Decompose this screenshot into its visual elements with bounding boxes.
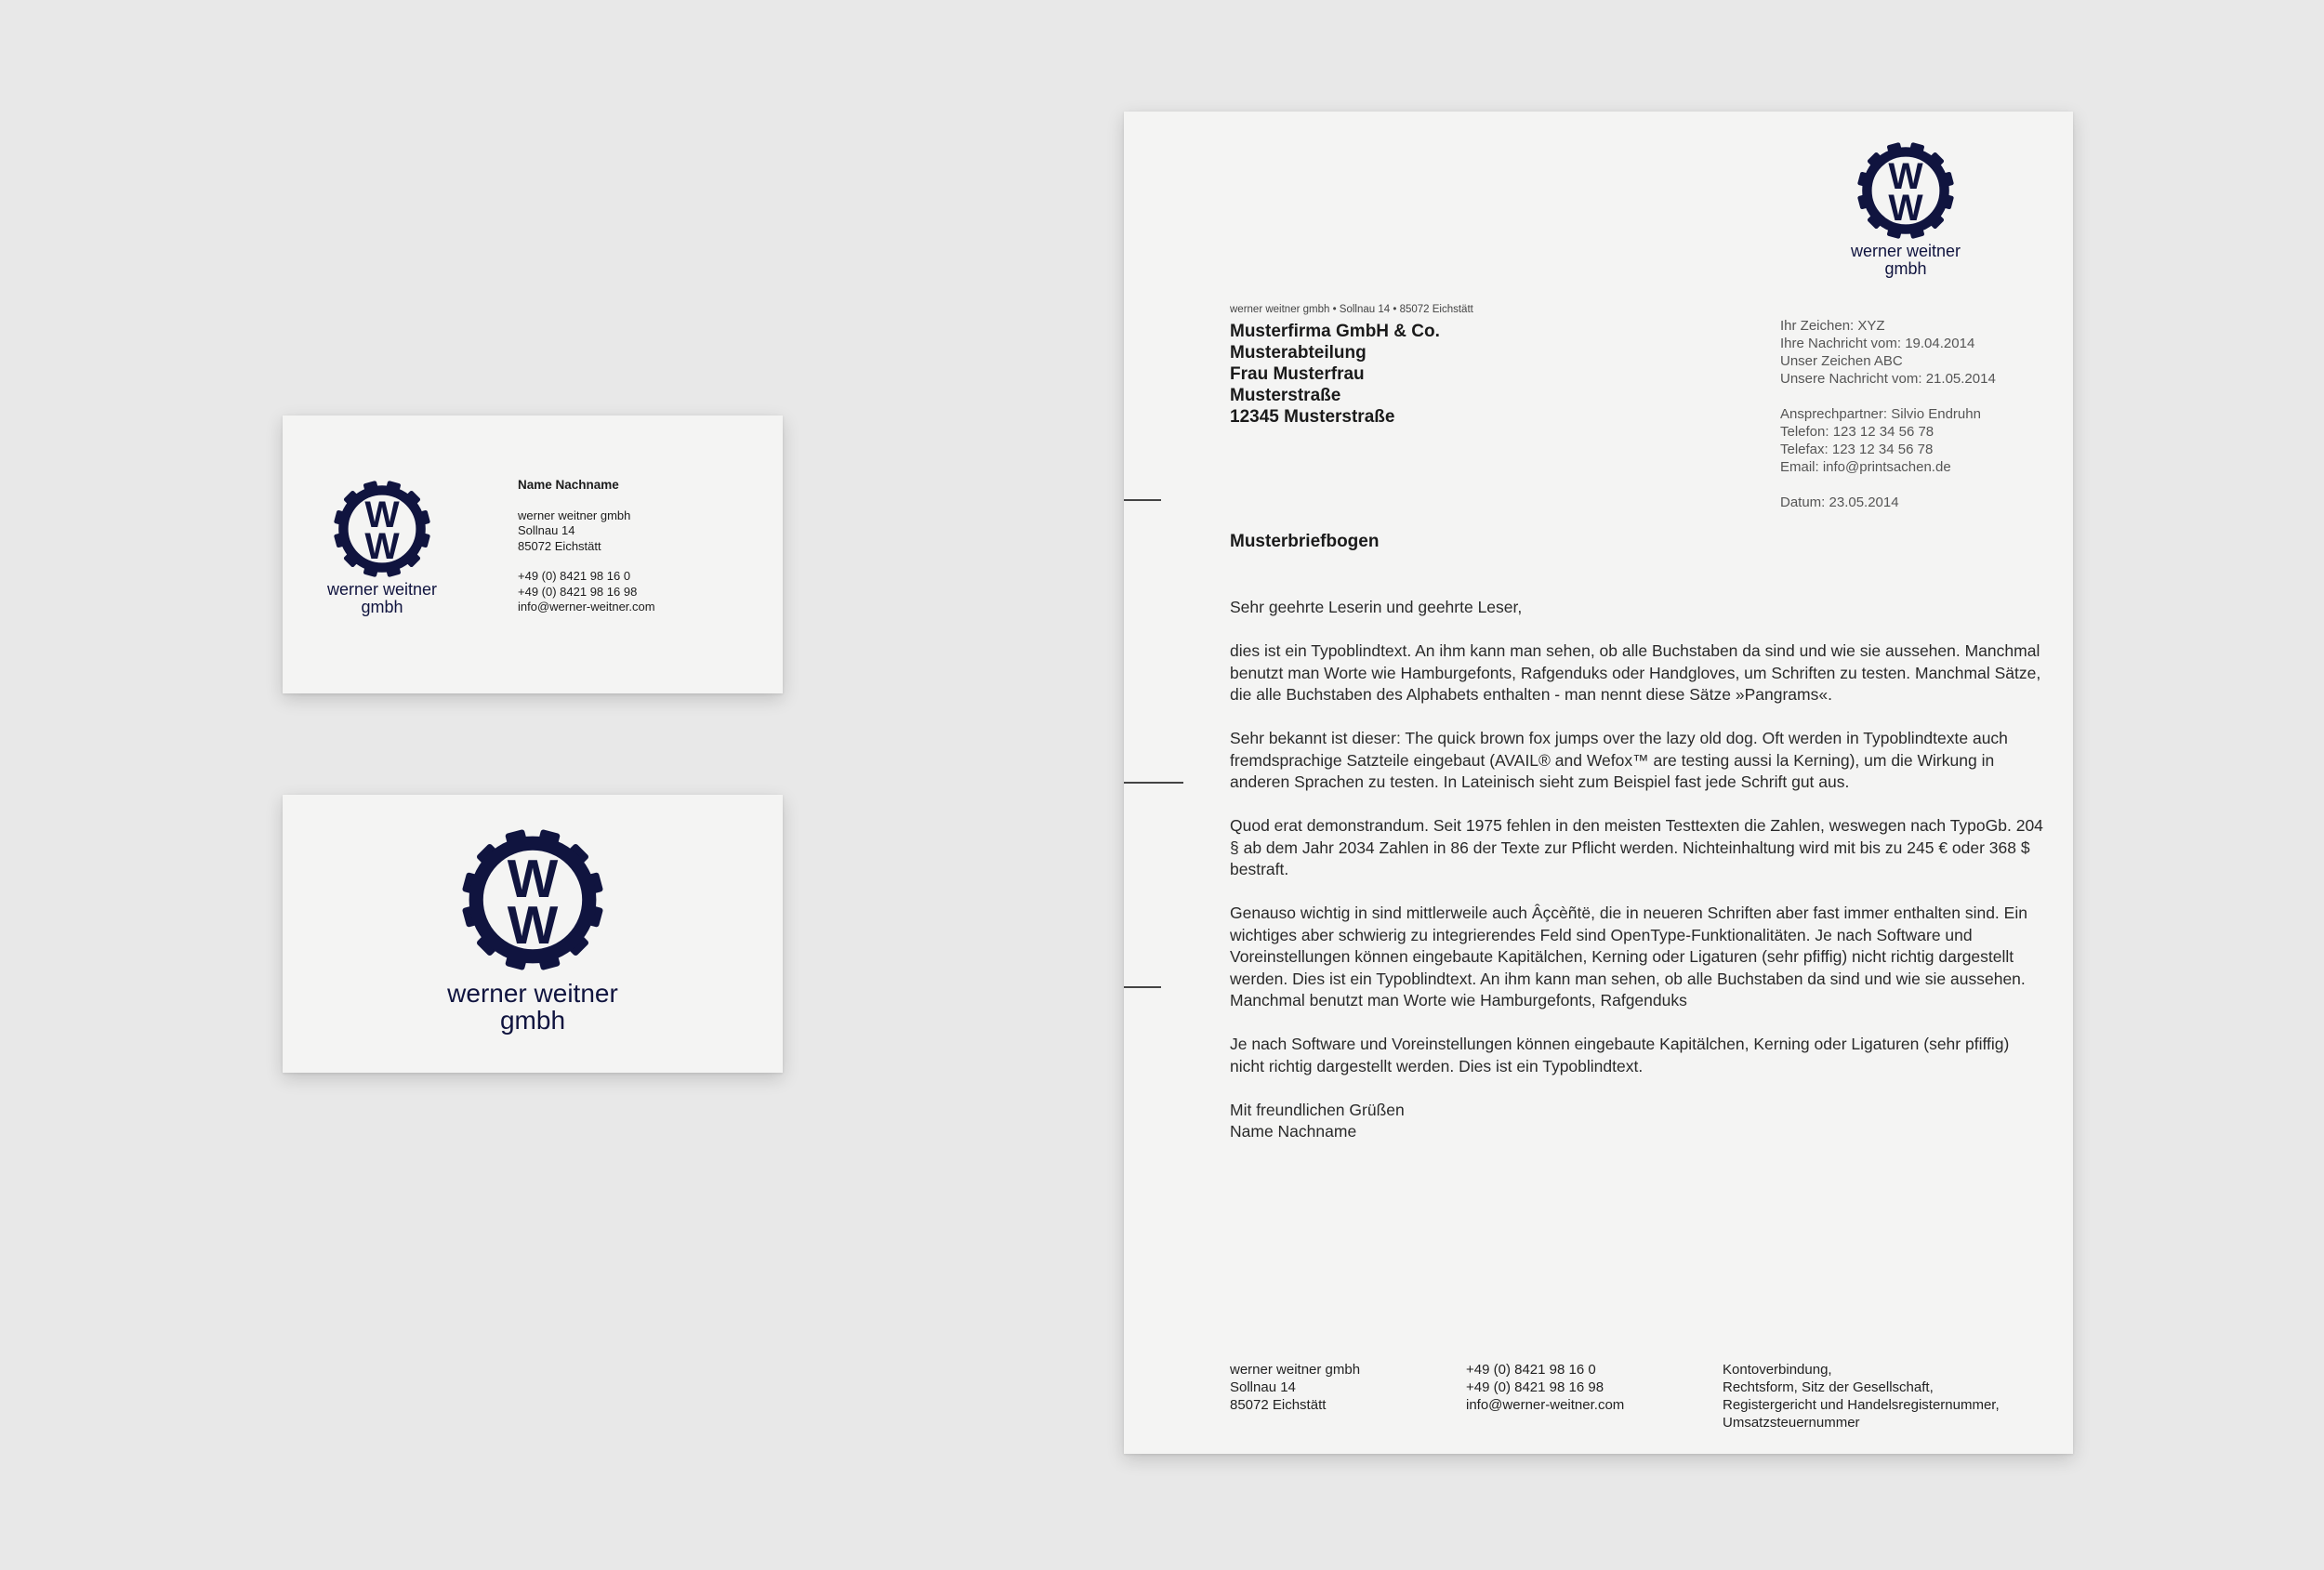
letter-body: [1230, 597, 2044, 1143]
card-phone: +49 (0) 8421 98 16 0: [518, 569, 631, 583]
ref-line: Unsere Nachricht vom: 21.05.2014: [1780, 371, 1996, 387]
recipient-address: [1230, 321, 1440, 428]
footer-line: 85072 Eichstätt: [1230, 1397, 1327, 1413]
footer-line: +49 (0) 8421 98 16 98: [1466, 1379, 1604, 1395]
brand-name: [310, 581, 454, 616]
brand-name: [1816, 243, 1996, 278]
contact-line: Ansprechpartner: Silvio Endruhn: [1780, 406, 1981, 422]
card-contact-block: [518, 478, 655, 615]
recipient-line: 12345 Musterstraße: [1230, 407, 1395, 427]
salutation: Sehr geehrte Leserin und geehrte Leser,: [1230, 598, 1523, 616]
monogram-letter: W: [1888, 155, 1923, 197]
footer-address: [1230, 1361, 1360, 1414]
footer-contact: [1466, 1361, 1624, 1414]
punch-mark: [1124, 782, 1183, 784]
body-paragraph: Je nach Software und Voreinstellungen können eingebaute Kapitälchen, Kerning oder Ligaturen (sehr pfiffig) nicht richtig dargestellt werden. Dies ist ein Typoblindtext.: [1230, 1035, 2010, 1075]
reference-block: [1780, 317, 1996, 511]
brand-name: [393, 980, 672, 1035]
brand-name-line2: gmbh: [499, 1006, 566, 1036]
body-paragraph: dies ist ein Typoblindtext. An ihm kann man sehen, ob alle Buchstaben da sind und wie sie aussehen. Manchmal benutzt man Worte wie Hamburgefonts, Rafgenduks oder Handgloves, um Schriften zu testen. Manchmal Sätze, die alle Buchstaben des Alphabets enthalten - man nennt diese Sätze »Pangrams«.: [1230, 641, 2041, 704]
ref-line: Unser Zeichen ABC: [1780, 353, 1903, 369]
ww-gear-logo-icon: [1857, 142, 1954, 239]
card-address-line: 85072 Eichstätt: [518, 538, 601, 553]
monogram-letter: W: [1888, 188, 1923, 230]
brand-name-line2: gmbh: [1884, 258, 1927, 278]
card-address-line: Sollnau 14: [518, 523, 575, 537]
body-paragraph: Genauso wichtig in sind mittlerweile auch Âçcèñtë, die in neueren Schriften aber fast immer enthalten sind. Ein wichtiges aber schwierig zu integrierendes Feld sind OpenType-Funktionalitäten. Je nach Software und Voreinstellungen können eingebaute Kapitälchen, Kerning oder Ligaturen (sehr pfiffig) nicht richtig dargestellt werden. Dies ist ein Typoblindtext. An ihm kann man sehen, ob alle Buchstaben da sind und wie sie aussehen. Manchmal benutzt man Worte wie Hamburgefonts, Rafgenduks: [1230, 904, 2027, 1009]
ww-gear-logo-icon: [462, 829, 603, 970]
card-email: info@werner-weitner.com: [518, 600, 655, 613]
footer-line: info@werner-weitner.com: [1466, 1397, 1625, 1413]
ref-line: Ihr Zeichen: XYZ: [1780, 318, 1885, 334]
card-person-name: Name Nachname: [518, 478, 619, 492]
letter-date: Datum: 23.05.2014: [1780, 495, 1899, 510]
letterhead: [1124, 112, 2073, 1454]
brand-name-line2: gmbh: [361, 597, 403, 616]
fold-mark: [1124, 986, 1161, 988]
sender-return-line: werner weitner gmbh • Sollnau 14 • 85072 Eichstätt: [1230, 304, 1473, 315]
business-card-front: [283, 795, 783, 1073]
recipient-line: Musterstraße: [1230, 386, 1341, 405]
recipient-line: Musterfirma GmbH & Co.: [1230, 322, 1440, 341]
footer-line: werner weitner gmbh: [1230, 1362, 1361, 1378]
ww-gear-logo-icon: [334, 481, 430, 577]
footer-line: +49 (0) 8421 98 16 0: [1466, 1362, 1596, 1378]
footer-line: Sollnau 14: [1230, 1379, 1296, 1395]
footer-legal: [1723, 1361, 2000, 1431]
footer-line: Umsatzsteuernummer: [1723, 1415, 1860, 1431]
letter-subject: Musterbriefbogen: [1230, 532, 1380, 551]
footer-line: Rechtsform, Sitz der Gesellschaft,: [1723, 1379, 1934, 1395]
card-fax: +49 (0) 8421 98 16 98: [518, 584, 638, 599]
contact-line: Telefax: 123 12 34 56 78: [1780, 442, 1934, 457]
body-paragraph: Sehr bekannt ist dieser: The quick brown fox jumps over the lazy old dog. Oft werden in Typoblindtexte auch fremdsprachige Satzteile eingebaut (AVAIL® and Wefox™ are testing aussi la Kerning), um die Wirkung in anderen Sprachen zu testen. In Lateinisch sieht zum Beispiel fast jede Schrift gut aus.: [1230, 729, 2008, 791]
monogram-letter: W: [364, 526, 400, 568]
monogram-letter: W: [364, 494, 400, 535]
closing: Mit freundlichen Grüßen: [1230, 1100, 1405, 1119]
brand-name-line1: werner weitner: [326, 580, 438, 599]
contact-line: Telefon: 123 12 34 56 78: [1780, 424, 1934, 440]
business-card-back: [283, 416, 783, 693]
body-paragraph: Quod erat demonstrandum. Seit 1975 fehlen in den meisten Testtexten die Zahlen, weswegen nach TypoGb. 204 § ab dem Jahr 2034 Zahlen in 86 der Texte zur Pflicht werden. Nichteinhaltung wird mit bis zu 245 € oder 368 $ bestraft.: [1230, 816, 2043, 878]
signature-name: Name Nachname: [1230, 1122, 1357, 1141]
brand-name-line1: werner weitner: [447, 979, 618, 1008]
contact-line: Email: info@printsachen.de: [1780, 459, 1951, 475]
recipient-line: Frau Musterfrau: [1230, 364, 1365, 384]
card-address-line: werner weitner gmbh: [518, 508, 631, 522]
monogram-letter: W: [507, 896, 559, 957]
brand-name-line1: werner weitner: [1850, 242, 1961, 260]
recipient-line: Musterabteilung: [1230, 343, 1367, 363]
footer-line: Registergericht und Handelsregisternummer,: [1723, 1397, 2000, 1413]
footer-line: Kontoverbindung,: [1723, 1362, 1832, 1378]
ref-line: Ihre Nachricht vom: 19.04.2014: [1780, 336, 1975, 351]
fold-mark: [1124, 499, 1161, 501]
monogram-letter: W: [507, 849, 559, 909]
